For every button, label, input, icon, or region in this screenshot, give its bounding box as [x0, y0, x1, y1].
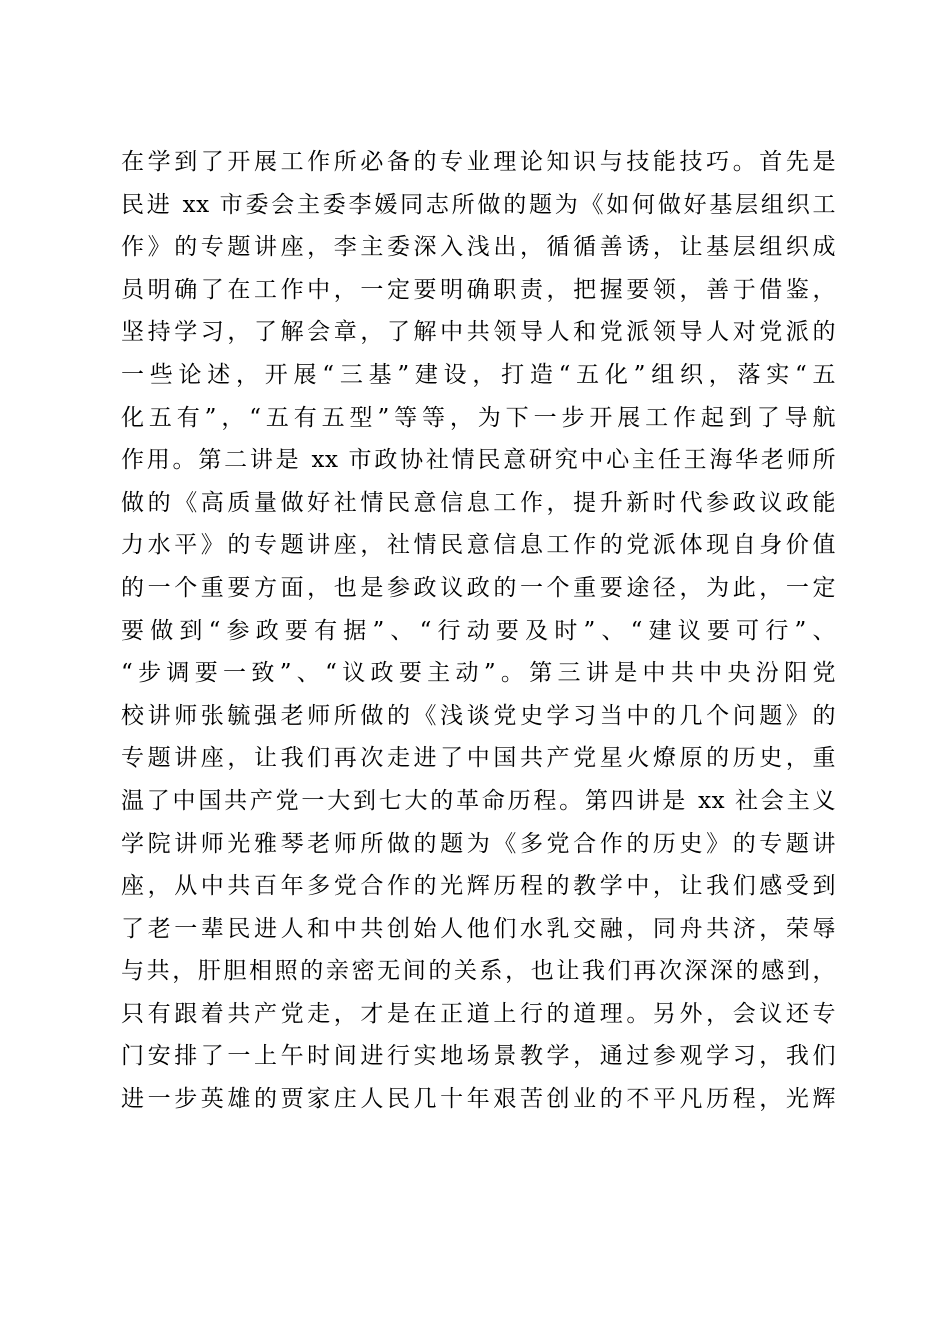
- text-line: 作用。第二讲是 xx 市政协社情民意研究中心主任王海华老师所: [121, 447, 836, 474]
- body-paragraph: [121, 141, 836, 1121]
- text-line: 专题讲座，让我们再次走进了中国共产党星火燎原的历史，重: [121, 745, 836, 772]
- text-line: 要做到“参政要有据”、“行动要及时”、“建议要可行”、: [121, 617, 836, 644]
- text-line: 温了中国共产党一大到七大的革命历程。第四讲是 xx 社会主义: [121, 787, 836, 814]
- text-line: 力水平》的专题讲座，社情民意信息工作的党派体现自身价值: [121, 532, 836, 559]
- text-line: 进一步英雄的贾家庄人民几十年艰苦创业的不平凡历程，光辉: [121, 1086, 836, 1113]
- text-line: 化五有”，“五有五型”等等，为下一步开展工作起到了导航: [121, 404, 836, 431]
- text-line: 作》的专题讲座，李主委深入浅出，循循善诱，让基层组织成: [121, 234, 836, 261]
- text-line: 的一个重要方面，也是参政议政的一个重要途径，为此，一定: [121, 574, 836, 601]
- text-line: 一些论述，开展“三基”建设，打造“五化”组织，落实“五: [121, 361, 836, 388]
- text-line: 学院讲师光雅琴老师所做的题为《多党合作的历史》的专题讲: [121, 830, 836, 857]
- text-line: “步调要一致”、“议政要主动”。第三讲是中共中央汾阳党: [121, 660, 836, 687]
- text-line: 民进 xx 市委会主委李媛同志所做的题为《如何做好基层组织工: [121, 191, 836, 218]
- text-line: 坚持学习，了解会章，了解中共领导人和党派领导人对党派的: [121, 319, 836, 346]
- text-line: 员明确了在工作中，一定要明确职责，把握要领，善于借鉴，: [121, 276, 836, 303]
- text-line: 门安排了一上午时间进行实地场景教学，通过参观学习，我们: [121, 1043, 836, 1070]
- text-line: 与共，肝胆相照的亲密无间的关系，也让我们再次深深的感到，: [121, 958, 836, 985]
- text-line: 校讲师张毓强老师所做的《浅谈党史学习当中的几个问题》的: [121, 702, 836, 729]
- text-line: 在学到了开展工作所必备的专业理论知识与技能技巧。首先是: [121, 149, 836, 175]
- text-line: 了老一辈民进人和中共创始人他们水乳交融，同舟共济，荣辱: [121, 915, 836, 942]
- text-line: 做的《高质量做好社情民意信息工作，提升新时代参政议政能: [121, 489, 836, 516]
- text-line: 座，从中共百年多党合作的光辉历程的教学中，让我们感受到: [121, 873, 836, 900]
- text-line: 只有跟着共产党走，才是在正道上行的道理。另外，会议还专: [121, 1000, 836, 1027]
